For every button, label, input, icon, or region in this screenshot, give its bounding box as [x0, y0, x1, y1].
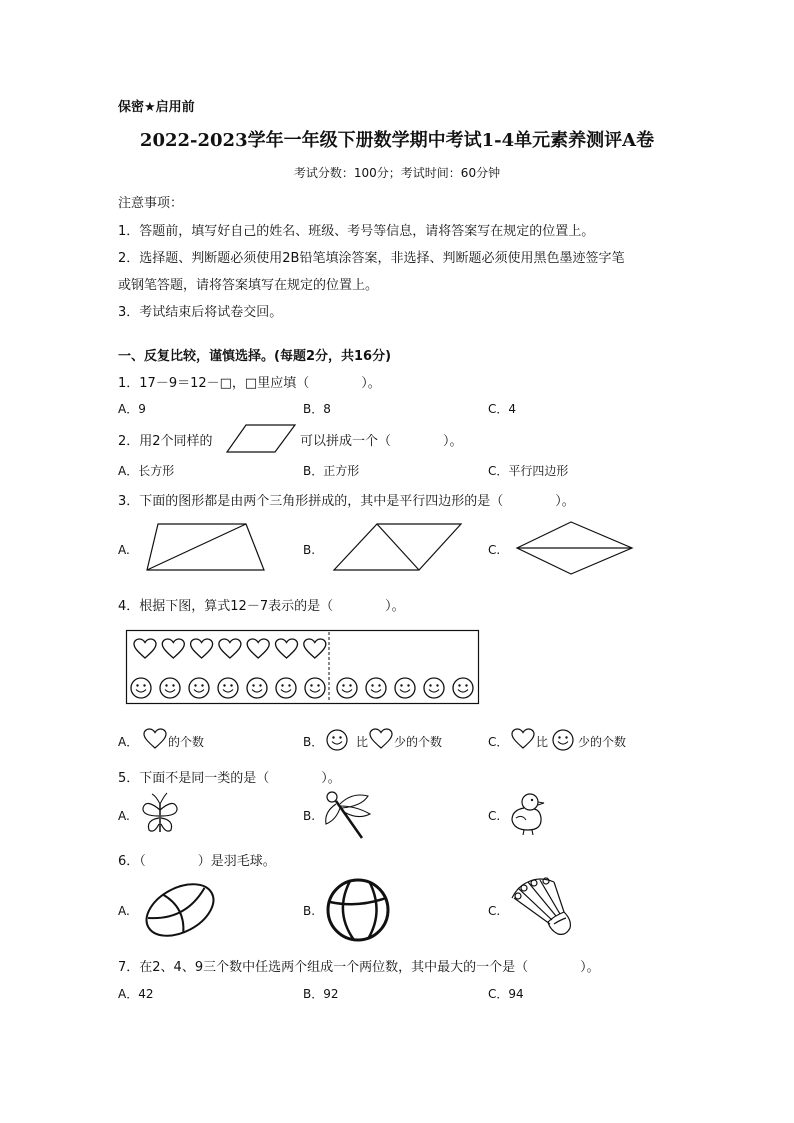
q6-option-b[interactable]: B. — [303, 904, 316, 918]
smiley-icon — [366, 678, 386, 698]
smiley-icon — [453, 678, 473, 698]
heart-icon — [191, 639, 213, 658]
butterfly-icon — [140, 792, 180, 838]
q2-option-a[interactable]: A．长方形 — [118, 464, 175, 478]
smiley-icon — [160, 678, 180, 698]
q2-option-b[interactable]: B．正方形 — [303, 464, 360, 478]
q4-option-a-text: 的个数 — [168, 735, 205, 749]
basketball-icon — [326, 878, 390, 942]
question-5-stem: 5．下面不是同一类的是（ ）。 — [118, 771, 341, 786]
question-6-stem: 6．（ ）是羽毛球。 — [118, 854, 276, 869]
heart-icon — [511, 728, 535, 750]
chick-icon — [508, 792, 548, 836]
kite-figure — [516, 520, 634, 576]
q3-option-a[interactable]: A. — [118, 543, 130, 557]
q4-option-b[interactable]: B． — [303, 735, 324, 749]
note-item: 2．选择题、判断题必须使用2B铅笔填涂答案，非选择、判断题必须使用黑色墨迹签字笔 — [118, 251, 625, 266]
q7-option-a[interactable]: A．42 — [118, 987, 154, 1001]
q6-option-a[interactable]: A. — [118, 904, 130, 918]
q5-option-b[interactable]: B. — [303, 809, 316, 823]
heart-icon — [143, 728, 167, 750]
heart-icon — [276, 639, 298, 658]
page-title: 2022-2023学年一年级下册数学期中考试1-4单元素养测评A卷 — [139, 130, 655, 151]
notes-heading: 注意事项： — [118, 196, 184, 211]
heart-icon — [369, 728, 393, 750]
smiley-icon — [189, 678, 209, 698]
heart-icon — [134, 639, 156, 658]
smiley-icon — [337, 678, 357, 698]
note-item: 或钢笔答题，请将答案填写在规定的位置上。 — [118, 278, 379, 293]
section-heading: 一、反复比较，谨慎选择。(每题2分，共16分) — [118, 349, 392, 364]
smiley-icon — [424, 678, 444, 698]
question-3-stem: 3．下面的图形都是由两个三角形拼成的，其中是平行四边形的是（ ）。 — [118, 494, 575, 509]
q4-option-c[interactable]: C． — [488, 735, 509, 749]
heart-icon — [219, 639, 241, 658]
question-4-stem: 4．根据下图，算式12－7表示的是（ ）。 — [118, 599, 405, 614]
smiley-icon — [276, 678, 296, 698]
q2-option-c[interactable]: C．平行四边形 — [488, 464, 569, 478]
shuttlecock-icon — [510, 876, 576, 942]
smiley-icon — [131, 678, 151, 698]
parallelogram-figure — [333, 522, 463, 572]
q4-option-c-text: 少的个数 — [578, 735, 627, 749]
q1-option-b[interactable]: B．8 — [303, 402, 331, 416]
q5-option-a[interactable]: A. — [118, 809, 130, 823]
heart-icon — [162, 639, 184, 658]
smiley-icon — [552, 729, 574, 751]
q4-option-c-mid: 比 — [536, 735, 549, 749]
exam-info: 考试分数：100分；考试时间：60分钟 — [293, 166, 501, 180]
question-2-stem-start: 2．用2个同样的 — [118, 434, 213, 449]
question-7-stem: 7．在2、4、9三个数中任选两个组成一个两位数，其中最大的一个是（ ）。 — [118, 960, 600, 975]
q3-option-b[interactable]: B. — [303, 543, 316, 557]
q4-option-b-mid: 比 — [356, 735, 369, 749]
q6-option-c[interactable]: C. — [488, 904, 501, 918]
heart-icon — [247, 639, 269, 658]
q7-option-b[interactable]: B．92 — [303, 987, 339, 1001]
q7-option-c[interactable]: C．94 — [488, 987, 524, 1001]
q5-option-c[interactable]: C. — [488, 809, 501, 823]
hearts-smileys-figure — [126, 630, 479, 704]
question-1-stem: 1．17－9＝12－□，□里应填（ ）。 — [118, 376, 381, 391]
trapezoid-figure — [146, 522, 266, 572]
smiley-icon — [218, 678, 238, 698]
dragonfly-icon — [322, 790, 374, 842]
q4-option-a[interactable]: A． — [118, 735, 139, 749]
parallelogram-icon — [226, 424, 296, 454]
q1-option-c[interactable]: C．4 — [488, 402, 517, 416]
q3-option-c[interactable]: C. — [488, 543, 501, 557]
smiley-icon — [247, 678, 267, 698]
heart-icon — [304, 639, 326, 658]
q4-option-b-text: 少的个数 — [394, 735, 443, 749]
rugby-ball-icon — [142, 878, 218, 942]
q1-option-a[interactable]: A．9 — [118, 402, 146, 416]
note-item: 1．答题前，填写好自己的姓名、班级、考号等信息，请将答案写在规定的位置上。 — [118, 224, 595, 239]
smiley-icon — [326, 729, 348, 751]
smiley-icon — [395, 678, 415, 698]
smiley-icon — [305, 678, 325, 698]
secret-label: 保密★启用前 — [118, 100, 195, 115]
question-2-stem-end: 可以拼成一个（ ）。 — [300, 434, 463, 449]
note-item: 3．考试结束后将试卷交回。 — [118, 305, 283, 320]
